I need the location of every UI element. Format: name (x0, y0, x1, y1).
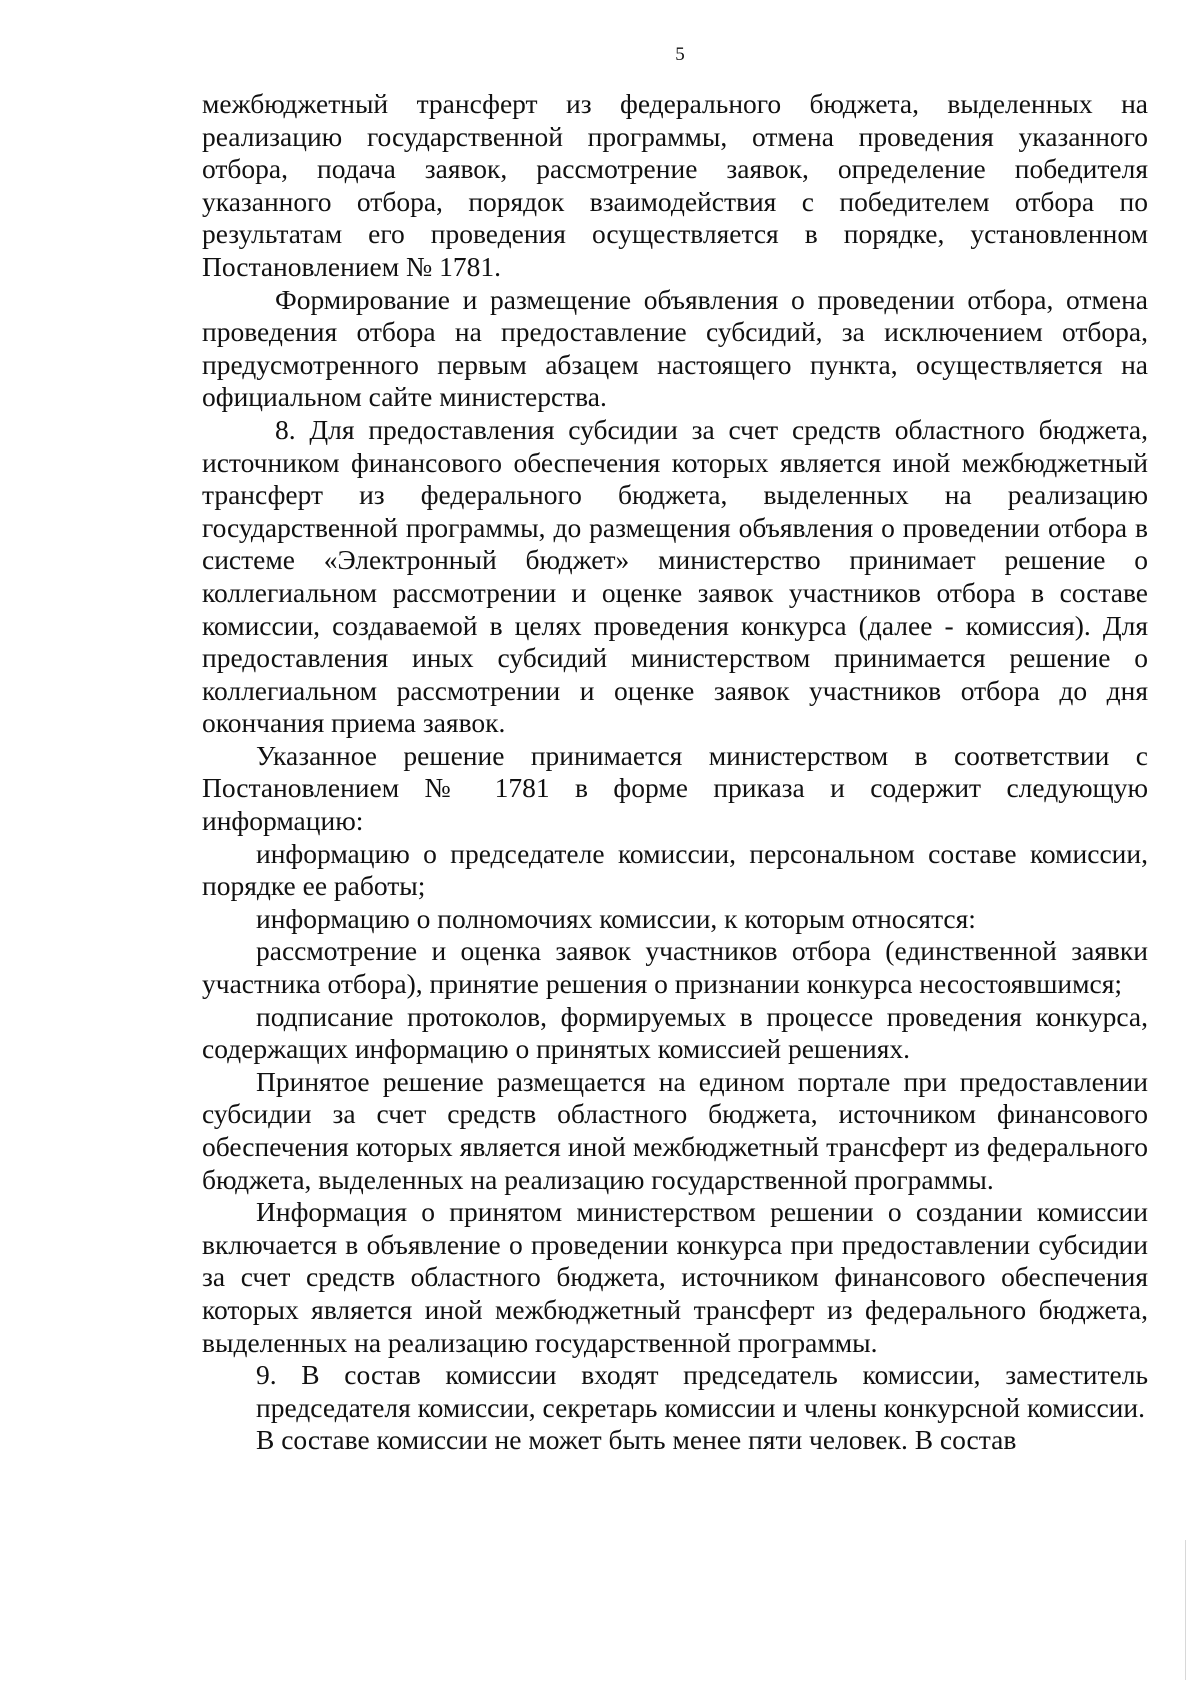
paragraph-protocols: подписание протоколов, формируемых в процессе проведения конкурса, содержащих информацию о принятых комиссией решениях. (202, 1000, 1148, 1065)
scan-edge-line (1185, 1540, 1186, 1680)
paragraph-composition: В составе комиссии не может быть менее пяти человек. В состав (256, 1424, 1017, 1456)
paragraph-commission-info: Информация о принятом министерством решении о создании комиссии включается в объявление о проведении конкурса при предоставлении субсидии за счет средств областного бюджета, источником финансового обеспечения которых является иной межбюджетный трансферт из федерального бюджета, выделенных на реализацию государственной программы. (202, 1196, 1148, 1358)
paragraph-continuation: межбюджетный трансферт из федерального бюджета, выделенных на реализацию государственной программы, отмена проведения указанного отбора, подача заявок, рассмотрение заявок, определение победителя указанного отбора, порядок взаимодействия с победителем отбора по результатам его проведения осуществляется в порядке, установленном Постановлением № 1781. (202, 88, 1148, 282)
paragraph-item-9: 9. В состав комиссии входят председатель комиссии, заместитель председателя комиссии, секретарь комиссии и члены конкурсной комиссии. (256, 1359, 1148, 1423)
paragraph-chair-info: информацию о председателе комиссии, персональном составе комиссии, порядке ее работы; (202, 837, 1148, 902)
paragraph-published: Принятое решение размещается на едином портале при предоставлении субсидии за счет средств областного бюджета, источником финансового обеспечения которых является иной межбюджетный трансферт из федерального бюджета, выделенных на реализацию государственной программы. (202, 1065, 1148, 1195)
paragraph-item-8: 8. Для предоставления субсидии за счет средств областного бюджета, источником финансового обеспечения которых является иной межбюджетный трансферт из федерального бюджета, выделенных на реализацию государственной программы, до размещения объявления о проведении отбора в системе «Электронный бюджет» министерство принимает решение о коллегиальном рассмотрении и оценке заявок участников отбора в составе комиссии, создаваемой в целях проведения конкурса (далее - комиссия). Для предоставления иных субсидий министерством принимается решение о коллегиальном рассмотрении и оценке заявок участников отбора до дня окончания приема заявок. (202, 413, 1148, 739)
paragraph-announcement: Формирование и размещение объявления о проведении отбора, отмена проведения отбора на предоставление субсидий, за исключением отбора, предусмотренного первым абзацем настоящего пункта, осуществляется на официальном сайте министерства. (202, 283, 1148, 413)
paragraph-review: рассмотрение и оценка заявок участников отбора (единственной заявки участника отбора), принятие решения о признании конкурса несостоявшимся; (202, 935, 1148, 1000)
paragraph-decision: Указанное решение принимается министерством в соответствии с Постановлением № 1781 в форме приказа и содержит следующую информацию: (202, 739, 1148, 837)
page-number: 5 (675, 44, 685, 65)
paragraph-powers: информацию о полномочиях комиссии, к которым относятся: (256, 902, 976, 934)
document-body (202, 88, 1148, 1457)
